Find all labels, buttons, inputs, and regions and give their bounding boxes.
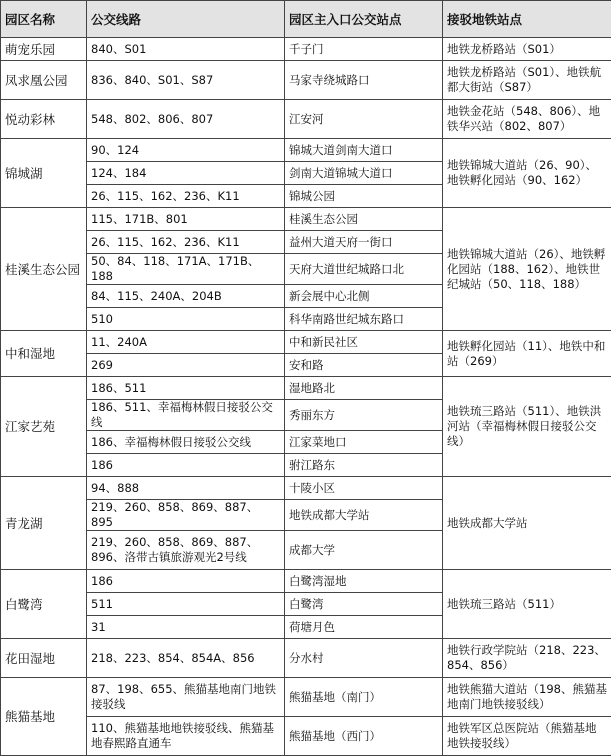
header-park: 园区名称 xyxy=(1,1,87,38)
metro-station: 地铁行政学院站（218、223、854、856） xyxy=(443,639,611,678)
bus-lines: 26、115、162、236、K11 xyxy=(87,185,285,208)
table-row xyxy=(1,477,611,500)
bus-lines: 90、124 xyxy=(87,139,285,162)
table-row xyxy=(1,717,611,756)
table-row xyxy=(1,38,611,61)
entrance-stop: 益州大道天府一街口 xyxy=(285,231,443,254)
table-row xyxy=(1,61,611,100)
entrance-stop: 天府大道世纪城路口北 xyxy=(285,254,443,285)
entrance-stop: 驸江路东 xyxy=(285,454,443,477)
table-row xyxy=(1,139,611,162)
entrance-stop: 熊猫基地（南门） xyxy=(285,678,443,717)
bus-lines: 110、熊猫基地地铁接驳线、熊猫基地春熙路直通车 xyxy=(87,717,285,756)
metro-station: 地铁孵化园站（11）、地铁中和站（269） xyxy=(443,331,611,377)
metro-station: 地铁金花站（548、806）、地铁华兴站（802、807） xyxy=(443,100,611,139)
header-row xyxy=(1,1,611,38)
header-bus-lines: 公交线路 xyxy=(87,1,285,38)
metro-station: 地铁熊猫大道站（198、熊猫基地南门地铁接驳线） xyxy=(443,678,611,717)
entrance-stop: 千子门 xyxy=(285,38,443,61)
bus-lines: 186 xyxy=(87,570,285,593)
bus-lines: 511 xyxy=(87,593,285,616)
bus-lines: 218、223、854、854A、856 xyxy=(87,639,285,678)
metro-station: 地铁龙桥路站（S01） xyxy=(443,38,611,61)
metro-station: 地铁琉三路站（511）、地铁洪河站（幸福梅林假日接驳公交线） xyxy=(443,377,611,477)
park-name: 中和湿地 xyxy=(1,331,87,377)
bus-lines: 11、240A xyxy=(87,331,285,354)
table-row xyxy=(1,208,611,231)
entrance-stop: 桂溪生态公园 xyxy=(285,208,443,231)
entrance-stop: 安和路 xyxy=(285,354,443,377)
entrance-stop: 新会展中心北侧 xyxy=(285,285,443,308)
entrance-stop: 中和新民社区 xyxy=(285,331,443,354)
entrance-stop: 江家菜地口 xyxy=(285,431,443,454)
bus-lines: 50、84、118、171A、171B、188 xyxy=(87,254,285,285)
metro-station: 地铁成都大学站 xyxy=(443,477,611,570)
bus-lines: 219、260、858、869、887、895 xyxy=(87,500,285,531)
bus-lines: 84、115、240A、204B xyxy=(87,285,285,308)
header-entrance-stop: 园区主入口公交站点 xyxy=(285,1,443,38)
entrance-stop: 江安河 xyxy=(285,100,443,139)
table-row xyxy=(1,639,611,678)
bus-lines: 186、511、幸福梅林假日接驳公交线 xyxy=(87,400,285,431)
park-name: 凤求凰公园 xyxy=(1,61,87,100)
table-row xyxy=(1,678,611,717)
entrance-stop: 十陵小区 xyxy=(285,477,443,500)
bus-lines: 94、888 xyxy=(87,477,285,500)
bus-lines: 26、115、162、236、K11 xyxy=(87,231,285,254)
park-name: 锦城湖 xyxy=(1,139,87,208)
park-name: 熊猫基地 xyxy=(1,678,87,756)
entrance-stop: 锦城大道剑南大道口 xyxy=(285,139,443,162)
bus-lines: 186 xyxy=(87,454,285,477)
metro-station: 地铁龙桥路站（S01）、地铁航都大街站（S87） xyxy=(443,61,611,100)
metro-station: 地铁琉三路站（511） xyxy=(443,570,611,639)
entrance-stop: 湿地路北 xyxy=(285,377,443,400)
table-row xyxy=(1,377,611,400)
entrance-stop: 荷塘月色 xyxy=(285,616,443,639)
entrance-stop: 秀丽东方 xyxy=(285,400,443,431)
header-metro-station: 接驳地铁站点 xyxy=(443,1,611,38)
metro-station: 地铁锦城大道站（26、90）、地铁孵化园站（90、162） xyxy=(443,139,611,208)
entrance-stop: 分水村 xyxy=(285,639,443,678)
bus-lines: 124、184 xyxy=(87,162,285,185)
park-name: 悦动彩林 xyxy=(1,100,87,139)
table-row xyxy=(1,331,611,354)
entrance-stop: 成都大学 xyxy=(285,531,443,570)
bus-lines: 87、198、655、熊猫基地南门地铁接驳线 xyxy=(87,678,285,717)
bus-lines: 840、S01 xyxy=(87,38,285,61)
entrance-stop: 熊猫基地（西门） xyxy=(285,717,443,756)
park-name: 桂溪生态公园 xyxy=(1,208,87,331)
bus-lines: 269 xyxy=(87,354,285,377)
metro-station: 地铁锦城大道站（26）、地铁孵化园站（188、162）、地铁世纪城站（50、118、188） xyxy=(443,208,611,331)
entrance-stop: 锦城公园 xyxy=(285,185,443,208)
park-name: 江家艺苑 xyxy=(1,377,87,477)
metro-station: 地铁军区总医院站（熊猫基地地铁接驳线） xyxy=(443,717,611,756)
entrance-stop: 剑南大道锦城大道口 xyxy=(285,162,443,185)
bus-lines: 510 xyxy=(87,308,285,331)
bus-lines: 186、511 xyxy=(87,377,285,400)
entrance-stop: 科华南路世纪城东路口 xyxy=(285,308,443,331)
bus-lines: 219、260、858、869、887、896、洛带古镇旅游观光2号线 xyxy=(87,531,285,570)
table-row xyxy=(1,570,611,593)
park-name: 白鹭湾 xyxy=(1,570,87,639)
entrance-stop: 马家寺绕城路口 xyxy=(285,61,443,100)
entrance-stop: 白鹭湾 xyxy=(285,593,443,616)
park-name: 花田湿地 xyxy=(1,639,87,678)
entrance-stop: 地铁成都大学站 xyxy=(285,500,443,531)
bus-lines: 31 xyxy=(87,616,285,639)
table-row xyxy=(1,100,611,139)
bus-lines: 548、802、806、807 xyxy=(87,100,285,139)
bus-lines: 115、171B、801 xyxy=(87,208,285,231)
bus-lines: 836、840、S01、S87 xyxy=(87,61,285,100)
park-name: 青龙湖 xyxy=(1,477,87,570)
park-name: 萌宠乐园 xyxy=(1,38,87,61)
bus-lines: 186、幸福梅林假日接驳公交线 xyxy=(87,431,285,454)
entrance-stop: 白鹭湾湿地 xyxy=(285,570,443,593)
